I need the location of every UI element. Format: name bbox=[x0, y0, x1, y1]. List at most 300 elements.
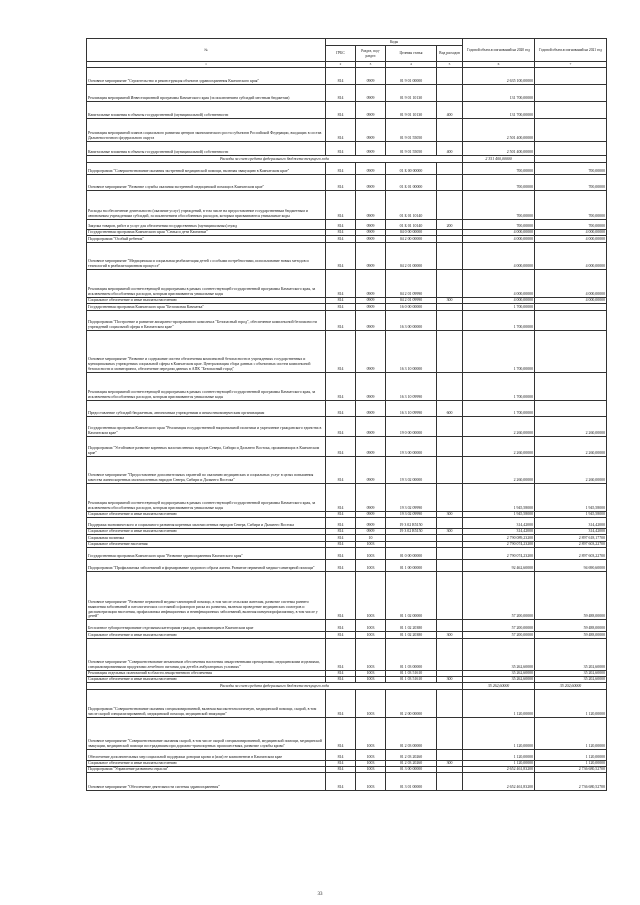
expense-type-code bbox=[437, 416, 463, 436]
line-item-name: Государственная программа Камчатского края "Развитие здравоохранения Камчатского края" bbox=[87, 548, 326, 560]
amount-2020: 57 200,00000 bbox=[463, 572, 535, 620]
grbs-code: 814 bbox=[326, 689, 356, 717]
table-row bbox=[87, 102, 607, 119]
amount-2020: 57 200,00000 bbox=[463, 620, 535, 632]
page-number: 33 bbox=[317, 892, 323, 897]
line-item-name: Социальное обеспечение и иные выплаты населению bbox=[87, 760, 326, 766]
target-article-code: 04 2 01 09990 bbox=[386, 297, 437, 303]
section-code: 0909 bbox=[356, 220, 386, 230]
expense-type-code bbox=[437, 175, 463, 191]
table-row bbox=[87, 416, 607, 436]
expense-type-code bbox=[437, 749, 463, 760]
grbs-code: 814 bbox=[326, 242, 356, 269]
table-row bbox=[87, 400, 607, 416]
column-index: 2 bbox=[326, 62, 356, 68]
target-article-code: 01 1 02 20380 bbox=[386, 632, 437, 638]
amount-2020: 35 262,60000 bbox=[463, 676, 535, 682]
expense-type-code bbox=[437, 85, 463, 102]
line-item-name: Подпрограмма "Профилактика заболеваний и формирование здорового образа жизни. Развитие первичной медико-санитарной помощи" bbox=[87, 560, 326, 572]
table-row bbox=[87, 436, 607, 456]
column-index: 7 bbox=[535, 62, 607, 68]
table-row bbox=[87, 638, 607, 670]
grbs-code: 814 bbox=[326, 191, 356, 220]
target-article-code: 01 9 01 00000 bbox=[386, 68, 437, 85]
table-row bbox=[87, 517, 607, 528]
target-article-code: 01 Б 01 00000 bbox=[386, 175, 437, 191]
line-item-name: Подпрограмма "Совершенствование оказания специализированной, включая высокотехнологичную, медицинской помощи, скорой, в том числе скорой специализированной, медицинской помощи, медицинской эвакуации" bbox=[87, 689, 326, 717]
amount-2021: 700,00000 bbox=[535, 220, 607, 230]
table-row bbox=[87, 483, 607, 511]
grbs-code: 814 bbox=[326, 767, 356, 773]
amount-2020: 700,00000 bbox=[463, 191, 535, 220]
target-article-code: 01 2 03 20260 bbox=[386, 749, 437, 760]
section-code: 0909 bbox=[356, 142, 386, 156]
grbs-code: 814 bbox=[326, 119, 356, 142]
amount-2021: 700,00000 bbox=[535, 175, 607, 191]
amount-2020: 1 120,00000 bbox=[463, 689, 535, 717]
line-item-name: Основное мероприятие "Развитие службы оказания экстренной медицинской помощи в Камчатском крае" bbox=[87, 175, 326, 191]
header-grbs: ГРБС bbox=[326, 46, 356, 62]
line-item-name: Основное мероприятие "Совершенствование оказания скорой, в том числе скорой специализированной, медицинской помощи, медицинской эвакуации, медицинской помощи пострадавшим при дорожно-транспортных происшествиях, развитие службы крови" bbox=[87, 717, 326, 749]
grbs-code: 814 bbox=[326, 572, 356, 620]
grbs-code: 814 bbox=[326, 676, 356, 682]
column-index: 5 bbox=[437, 62, 463, 68]
target-article-code: 01 0 00 00000 bbox=[386, 548, 437, 560]
header-2020-column: Годовой объем ассигнований на 2020 год bbox=[463, 39, 535, 62]
line-item-name: Основное мероприятие "Развитие и содержание систем обеспечения комплексной безопасности в учреждениях государственных и муниципальных учреждениях социальной сферы в Камчатском крае. Централизация сбора данных с объектовых систем комплексной безопасности и мониторинга, обеспечение передачи данных в АПК "Безопасный город" bbox=[87, 330, 326, 372]
grbs-code: 814 bbox=[326, 638, 356, 670]
amount-2021: 2 736 680,52700 bbox=[535, 767, 607, 773]
grbs-code: 814 bbox=[326, 760, 356, 766]
header-target-article: Целевая статья bbox=[386, 46, 437, 62]
amount-2021 bbox=[535, 142, 607, 156]
target-article-code: 19 3 02 00000 bbox=[386, 456, 437, 483]
grbs-code: 814 bbox=[326, 236, 356, 242]
grbs-code: 814 bbox=[326, 269, 356, 297]
amount-2021: 314,42000 bbox=[535, 528, 607, 534]
column-index: 1 bbox=[87, 62, 326, 68]
target-article-code: 19 3 00 00000 bbox=[386, 436, 437, 456]
expense-type-code bbox=[437, 548, 463, 560]
amount-2021: 59 488,00000 bbox=[535, 572, 607, 620]
target-article-code: 04 2 01 09990 bbox=[386, 269, 437, 297]
expense-type-code bbox=[437, 638, 463, 670]
amount-2021: 700,00000 bbox=[535, 191, 607, 220]
amount-2020: 1 700,00000 bbox=[463, 310, 535, 330]
amount-2020: 4 000,00000 bbox=[463, 297, 535, 303]
amount-2021: 35 202,60000 bbox=[535, 683, 607, 689]
grbs-code: 814 bbox=[326, 456, 356, 483]
header-expense-type: Вид расходов bbox=[437, 46, 463, 62]
grbs-code: 814 bbox=[326, 230, 356, 236]
target-article-code: 01 1 00 00000 bbox=[386, 560, 437, 572]
section-code: 0909 bbox=[356, 330, 386, 372]
line-item-name: Капитальные вложения в объекты государственной (муниципальной) собственности bbox=[87, 142, 326, 156]
amount-2021 bbox=[535, 400, 607, 416]
amount-2021: 59 488,00000 bbox=[535, 620, 607, 632]
line-item-name: Основное мероприятие "Обеспечение деятельности системы здравоохранения" bbox=[87, 773, 326, 791]
amount-2020: 1 700,00000 bbox=[463, 304, 535, 310]
grbs-code: 814 bbox=[326, 632, 356, 638]
amount-2021: 2 736 680,52700 bbox=[535, 773, 607, 791]
target-article-code: 01 Б 01 10140 bbox=[386, 191, 437, 220]
section-code: 0909 bbox=[356, 456, 386, 483]
amount-2020: 314,42000 bbox=[463, 528, 535, 534]
target-article-code: 16 3 10 09990 bbox=[386, 372, 437, 400]
expense-type-code bbox=[437, 310, 463, 330]
amount-2021: 1 120,00000 bbox=[535, 760, 607, 766]
target-article-code: 16 3 10 00000 bbox=[386, 330, 437, 372]
section-code: 1003 bbox=[356, 560, 386, 572]
section-code: 0909 bbox=[356, 68, 386, 85]
amount-2020: 131 700,00000 bbox=[463, 85, 535, 102]
header-2021-column: Годовой объем ассигнований на 2021 год bbox=[535, 39, 607, 62]
expense-type-code bbox=[437, 269, 463, 297]
amount-2021 bbox=[535, 310, 607, 330]
target-article-code: 01 Б 00 00000 bbox=[386, 163, 437, 175]
grbs-code: 814 bbox=[326, 310, 356, 330]
expense-type-code bbox=[437, 436, 463, 456]
expense-type-code bbox=[437, 68, 463, 85]
expense-type-code bbox=[437, 620, 463, 632]
expense-type-code bbox=[437, 572, 463, 620]
grbs-code: 814 bbox=[326, 560, 356, 572]
target-article-code: 01 9 01 10130 bbox=[386, 85, 437, 102]
section-code: 1003 bbox=[356, 773, 386, 791]
amount-2021: 700,00000 bbox=[535, 163, 607, 175]
expense-type-code bbox=[437, 242, 463, 269]
expense-type-code bbox=[437, 191, 463, 220]
line-item-name: Подпрограмма "Управление развитием отрасли" bbox=[87, 767, 326, 773]
section-code: 0909 bbox=[356, 230, 386, 236]
section-code: 0909 bbox=[356, 517, 386, 528]
amount-2020: 1 700,00000 bbox=[463, 330, 535, 372]
amount-2021: 1 120,00000 bbox=[535, 717, 607, 749]
budget-rows bbox=[87, 68, 607, 791]
amount-2020: 4 000,00000 bbox=[463, 269, 535, 297]
grbs-code: 814 bbox=[326, 85, 356, 102]
amount-2021 bbox=[535, 372, 607, 400]
amount-2020: 4 000,00000 bbox=[463, 236, 535, 242]
line-item-name: Социальная политика bbox=[87, 535, 326, 541]
amount-2021 bbox=[535, 330, 607, 372]
grbs-code: 814 bbox=[326, 372, 356, 400]
section-code: 1003 bbox=[356, 717, 386, 749]
table-row bbox=[87, 191, 607, 220]
line-item-name: Подпрограмма "Совершенствование оказания экстренной медицинской помощи, включая эвакуацию в Камчатском крае" bbox=[87, 163, 326, 175]
section-code: 1003 bbox=[356, 638, 386, 670]
table-row bbox=[87, 620, 607, 632]
section-code: 0909 bbox=[356, 85, 386, 102]
amount-2021: 2 897 603,22700 bbox=[535, 548, 607, 560]
budget-page bbox=[86, 38, 606, 791]
line-item-name: Социальное обеспечение населения bbox=[87, 541, 326, 547]
grbs-code: 814 bbox=[326, 483, 356, 511]
amount-2021: 4 000,00000 bbox=[535, 230, 607, 236]
amount-2021: 4 000,00000 bbox=[535, 297, 607, 303]
section-code: 0909 bbox=[356, 400, 386, 416]
amount-2021: 94 690,60000 bbox=[535, 560, 607, 572]
amount-2020: 2 635 100,00000 bbox=[463, 68, 535, 85]
amount-2020: 2 260,00000 bbox=[463, 456, 535, 483]
target-article-code: 19 0 00 00000 bbox=[386, 416, 437, 436]
expense-type-code bbox=[437, 560, 463, 572]
target-article-code: 16 0 00 00000 bbox=[386, 304, 437, 310]
target-article-code: 01 2 03 20260 bbox=[386, 760, 437, 766]
line-item-name: Социальное обеспечение и иные выплаты населению bbox=[87, 676, 326, 682]
section-code: 1003 bbox=[356, 548, 386, 560]
section-code: 0909 bbox=[356, 236, 386, 242]
column-index: 6 bbox=[463, 62, 535, 68]
table-row bbox=[87, 119, 607, 142]
amount-2021: 4 000,00000 bbox=[535, 236, 607, 242]
section-code: 0909 bbox=[356, 175, 386, 191]
amount-2021: 35 202,60000 bbox=[535, 638, 607, 670]
amount-2021: 1 945,58000 bbox=[535, 511, 607, 517]
expense-type-code bbox=[437, 119, 463, 142]
target-article-code: 19 3 02 R5150 bbox=[386, 517, 437, 528]
line-item-name: Подпрограмма "Устойчивое развитие коренных малочисленных народов Севера, Сибири и Дальнего Востока, проживающих в Камчатском крае" bbox=[87, 436, 326, 456]
section-code: 1003 bbox=[356, 632, 386, 638]
grbs-code: 814 bbox=[326, 773, 356, 791]
line-item-name: Основное мероприятие "Строительство и реконструкция объектов здравоохранения Камчатского края" bbox=[87, 68, 326, 85]
line-item-name: Предоставление субсидий бюджетным, автономным учреждениям и иным некоммерческим организациям bbox=[87, 400, 326, 416]
table-row bbox=[87, 372, 607, 400]
amount-2020: 1 945,58000 bbox=[463, 511, 535, 517]
section-code: 0909 bbox=[356, 242, 386, 269]
line-item-name: Социальное обеспечение и иные выплаты населению bbox=[87, 297, 326, 303]
table-row bbox=[87, 548, 607, 560]
target-article-code: 01 3 01 00000 bbox=[386, 773, 437, 791]
amount-2020: 92 462,60000 bbox=[463, 560, 535, 572]
amount-2020: 2 501 400,00000 bbox=[463, 142, 535, 156]
expense-type-code: 300 bbox=[437, 760, 463, 766]
amount-2020: 314,42000 bbox=[463, 517, 535, 528]
expense-type-code: 300 bbox=[437, 632, 463, 638]
amount-2021 bbox=[535, 85, 607, 102]
budget-table bbox=[86, 38, 607, 791]
line-item-name: Социальное обеспечение и иные выплаты населению bbox=[87, 511, 326, 517]
target-article-code: 01 1 03 51610 bbox=[386, 670, 437, 676]
amount-2020: 4 000,00000 bbox=[463, 242, 535, 269]
line-item-name: Реализация мероприятий соответствующей подпрограммы в рамках соответствующей государственной программы Камчатского края, за исключением обособленных расходов, которым присваиваются уникальные коды bbox=[87, 483, 326, 511]
target-article-code: 01 9 01 55050 bbox=[386, 119, 437, 142]
amount-2020: 700,00000 bbox=[463, 175, 535, 191]
grbs-code: 814 bbox=[326, 749, 356, 760]
amount-2021 bbox=[535, 119, 607, 142]
section-code: 0909 bbox=[356, 483, 386, 511]
amount-2021: 1 945,58000 bbox=[535, 483, 607, 511]
column-index: 3 bbox=[356, 62, 386, 68]
amount-2020: 1 120,00000 bbox=[463, 749, 535, 760]
amount-2020: 2 501 400,00000 bbox=[463, 119, 535, 142]
line-item-name: Основное мероприятие "Развитие первичной медико-санитарной помощи, в том числе сельским жителям, развитие системы раннего выявления заболеваний и патологических состояний и факторов риска их развития, включая проведение медицинских осмотров и диспансеризации населения, профилактика инфекционных и неинфекционных заболеваний, включая иммунопрофилактику, в том числе у детей" bbox=[87, 572, 326, 620]
amount-2021: 1 120,00000 bbox=[535, 689, 607, 717]
amount-2021: 4 000,00000 bbox=[535, 269, 607, 297]
amount-2020: 1 700,00000 bbox=[463, 372, 535, 400]
target-article-code: 01 1 03 51610 bbox=[386, 676, 437, 682]
table-row bbox=[87, 749, 607, 760]
section-code: 0909 bbox=[356, 297, 386, 303]
line-item-name: Расходы на обеспечение деятельности (оказание услуг) учреждений, в том числе на предоставление государственным бюджетным и автономным учреждениям субсидий, за исключением обособленных расходов, которым присваиваются уникальные коды bbox=[87, 191, 326, 220]
target-article-code: 01 2 00 00000 bbox=[386, 689, 437, 717]
grbs-code: 814 bbox=[326, 220, 356, 230]
grbs-code: 814 bbox=[326, 175, 356, 191]
table-row bbox=[87, 269, 607, 297]
table-row bbox=[87, 220, 607, 230]
grbs-code: 814 bbox=[326, 620, 356, 632]
section-code: 0909 bbox=[356, 102, 386, 119]
line-item-name: Поддержка экономического и социального развития коренных малочисленных народов Севера, Сибири и Дальнего Востока bbox=[87, 517, 326, 528]
amount-2020: 1 700,00000 bbox=[463, 400, 535, 416]
header-codes-group: Коды bbox=[326, 39, 463, 46]
amount-2021 bbox=[535, 102, 607, 119]
grbs-code: 814 bbox=[326, 548, 356, 560]
federal-budget-note-row bbox=[87, 156, 607, 163]
table-row bbox=[87, 142, 607, 156]
table-row bbox=[87, 689, 607, 717]
section-code: 0909 bbox=[356, 310, 386, 330]
amount-2021: 2 897 618,17700 bbox=[535, 535, 607, 541]
amount-2020: 2 790 074,23200 bbox=[463, 548, 535, 560]
expense-type-code bbox=[437, 330, 463, 372]
expense-type-code bbox=[437, 372, 463, 400]
amount-2020: 4 000,00000 bbox=[463, 230, 535, 236]
expense-type-code: 400 bbox=[437, 142, 463, 156]
grbs-code: 814 bbox=[326, 541, 356, 547]
amount-2021: 2 260,00000 bbox=[535, 436, 607, 456]
grbs-code: 814 bbox=[326, 163, 356, 175]
section-code: 0909 bbox=[356, 304, 386, 310]
section-code: 1003 bbox=[356, 620, 386, 632]
target-article-code: 01 2 03 00000 bbox=[386, 717, 437, 749]
amount-2021: 2 260,00000 bbox=[535, 416, 607, 436]
line-item-name: Обеспечение дополнительных мер социальной поддержки донорам крови и (или) ее компонентов в Камчатском крае bbox=[87, 749, 326, 760]
expense-type-code bbox=[437, 456, 463, 483]
line-item-name: Реализация отдельных полномочий в области лекарственного обеспечения bbox=[87, 670, 326, 676]
amount-2021: 1 120,00000 bbox=[535, 749, 607, 760]
target-article-code: 04 2 00 00000 bbox=[386, 236, 437, 242]
amount-2020: 35 262,60000 bbox=[463, 670, 535, 676]
grbs-code: 814 bbox=[326, 102, 356, 119]
section-code: 1003 bbox=[356, 689, 386, 717]
grbs-code: 814 bbox=[326, 400, 356, 416]
line-item-name: Реализация мероприятий Инвестиционной программы Камчатского края (за исключением субсидий местным бюджетам) bbox=[87, 85, 326, 102]
section-code: 1003 bbox=[356, 767, 386, 773]
line-item-name: Капитальные вложения в объекты государственной (муниципальной) собственности bbox=[87, 102, 326, 119]
target-article-code: 01 3 00 00000 bbox=[386, 767, 437, 773]
grbs-code: 814 bbox=[326, 717, 356, 749]
target-article-code: 16 3 00 00000 bbox=[386, 310, 437, 330]
section-code: 1003 bbox=[356, 541, 386, 547]
grbs-code: 814 bbox=[326, 330, 356, 372]
federal-budget-note: Расходы за счет средств федерального бюджета текущего года bbox=[87, 683, 463, 689]
section-code: 0909 bbox=[356, 163, 386, 175]
line-item-name: Государственная программа Камчатского края "Безопасная Камчатка" bbox=[87, 304, 326, 310]
expense-type-code: 600 bbox=[437, 400, 463, 416]
grbs-code: 814 bbox=[326, 142, 356, 156]
amount-2020: 57 200,00000 bbox=[463, 632, 535, 638]
table-row bbox=[87, 330, 607, 372]
amount-2020: 2 260,00000 bbox=[463, 416, 535, 436]
amount-2020: 2 260,00000 bbox=[463, 436, 535, 456]
amount-2021: 314,42000 bbox=[535, 517, 607, 528]
target-article-code: 19 3 02 09990 bbox=[386, 483, 437, 511]
amount-2020: 2 652 461,83200 bbox=[463, 767, 535, 773]
line-item-name: Социальное обеспечение и иные выплаты населению bbox=[87, 528, 326, 534]
amount-2020: 700,00000 bbox=[463, 220, 535, 230]
amount-2020: 700,00000 bbox=[463, 163, 535, 175]
table-row bbox=[87, 68, 607, 85]
target-article-code: 01 1 02 20380 bbox=[386, 620, 437, 632]
line-item-name: Государственная программа Камчатского края "Реализация государственной национальной политики и укрепление гражданского единства в Камчатском крае" bbox=[87, 416, 326, 436]
line-item-name: Государственная программа Камчатского края "Семья и дети Камчатки" bbox=[87, 230, 326, 236]
target-article-code: 19 3 02 R5150 bbox=[386, 528, 437, 534]
table-row bbox=[87, 717, 607, 749]
section-code: 0909 bbox=[356, 436, 386, 456]
target-article-code: 19 3 02 09990 bbox=[386, 511, 437, 517]
section-code: 1003 bbox=[356, 572, 386, 620]
line-item-name: Подпрограмма "Построение и развитие аппаратно-программного комплекса "Безопасный город", обеспечение комплексной безопасности учреждений социальной сферы в Камчатском крае" bbox=[87, 310, 326, 330]
grbs-code: 814 bbox=[326, 436, 356, 456]
line-item-name: Социальное обеспечение и иные выплаты населению bbox=[87, 632, 326, 638]
column-index: 4 bbox=[386, 62, 437, 68]
target-article-code: 16 3 10 09990 bbox=[386, 400, 437, 416]
amount-2020: 2 790 089,23200 bbox=[463, 535, 535, 541]
line-item-name: Подпрограмма "Особый ребенок" bbox=[87, 236, 326, 242]
amount-2021: 2 897 603,22700 bbox=[535, 541, 607, 547]
section-code: 0909 bbox=[356, 119, 386, 142]
expense-type-code: 300 bbox=[437, 511, 463, 517]
grbs-code: 814 bbox=[326, 416, 356, 436]
expense-type-code bbox=[437, 717, 463, 749]
table-row bbox=[87, 85, 607, 102]
line-item-name: Основное мероприятие "Совершенствование механизмов обеспечения населения лекарственными препаратами, медицинскими изделиями, специализированными продуктами лечебного питания для детей в амбулаторных условиях" bbox=[87, 638, 326, 670]
section-code: 0909 bbox=[356, 416, 386, 436]
amount-2020: 35 262,60000 bbox=[463, 638, 535, 670]
amount-2021 bbox=[535, 156, 607, 163]
grbs-code: 814 bbox=[326, 670, 356, 676]
grbs-code: 814 bbox=[326, 297, 356, 303]
amount-2021: 4 000,00000 bbox=[535, 242, 607, 269]
expense-type-code: 300 bbox=[437, 528, 463, 534]
section-code: 0909 bbox=[356, 528, 386, 534]
amount-2020: 1 120,00000 bbox=[463, 760, 535, 766]
table-row bbox=[87, 175, 607, 191]
amount-2021: 35 202,60000 bbox=[535, 670, 607, 676]
expense-type-code: 200 bbox=[437, 220, 463, 230]
line-item-name: Основное мероприятие "Медицинская и социальная реабилитация детей с особыми потребностями, использование новых методов и технологий в реабилитационном процессе" bbox=[87, 242, 326, 269]
section-code: 1003 bbox=[356, 760, 386, 766]
line-item-name: Основное мероприятие "Предоставление дополнительных гарантий по оказанию медицинских и социальных услуг в целях повышения качества жизни коренных малочисленных народов Севера, Сибири и Дальнего Востока" bbox=[87, 456, 326, 483]
section-code: 0909 bbox=[356, 372, 386, 400]
amount-2020: 1 120,00000 bbox=[463, 717, 535, 749]
table-row bbox=[87, 163, 607, 175]
section-code: 1003 bbox=[356, 670, 386, 676]
line-item-name: Реализация мероприятий соответствующей подпрограммы в рамках соответствующей государственной программы Камчатского края, за исключением обособленных расходов, которым присваиваются уникальные коды bbox=[87, 372, 326, 400]
table-row bbox=[87, 560, 607, 572]
target-article-code: 04 2 01 00000 bbox=[386, 242, 437, 269]
expense-type-code: 300 bbox=[437, 297, 463, 303]
section-code: 1003 bbox=[356, 749, 386, 760]
line-item-name: Реализация мероприятий соответствующей подпрограммы в рамках соответствующей государственной программы Камчатского края, за исключением обособленных расходов, которым присваиваются уникальные коды bbox=[87, 269, 326, 297]
grbs-code: 814 bbox=[326, 68, 356, 85]
section-code: 0909 bbox=[356, 269, 386, 297]
target-article-code: 01 Б 01 10140 bbox=[386, 220, 437, 230]
expense-type-code bbox=[437, 689, 463, 717]
amount-2021: 2 260,00000 bbox=[535, 456, 607, 483]
table-row bbox=[87, 456, 607, 483]
